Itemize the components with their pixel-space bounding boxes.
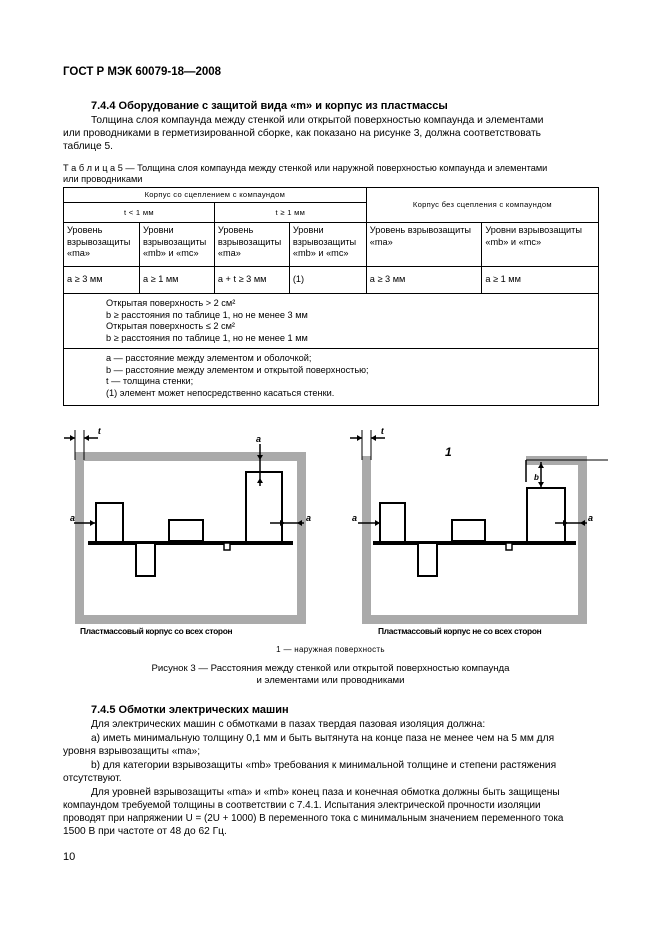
header-without-adhesion: Корпус без сцепления с компаундом: [366, 188, 598, 223]
a-label-right: a: [306, 513, 312, 523]
right-enclosure: [350, 426, 608, 620]
header-with-adhesion: Корпус со сцеплением с компаундом: [64, 188, 367, 203]
column-header: Уровень взрывозащиты «ma»: [214, 223, 289, 267]
a-label-left: a: [70, 513, 76, 523]
open-surface-notes: [64, 294, 599, 349]
table-5: [63, 187, 599, 406]
a-label-top: a: [256, 434, 262, 444]
figure-right-label: Пластмассовый корпус не со всех сторон: [378, 626, 542, 636]
legend-row: [64, 349, 599, 406]
header-t-ge-1mm: t ≥ 1 мм: [214, 202, 366, 223]
table-cell: a ≥ 3 мм: [64, 267, 140, 294]
page-number: 10: [63, 851, 76, 863]
section-7-4-4-para-line-1: Толщина слоя компаунда между стенкой или открытой поверхностью компаунда и элементами: [91, 115, 544, 126]
section-7-4-5-line: Для электрических машин с обмотками в пазах твердая пазовая изоляция должна:: [91, 719, 486, 730]
table-legend: [64, 349, 599, 406]
table-cell: a + t ≥ 3 мм: [214, 267, 289, 294]
table-cell: a ≥ 1 мм: [482, 267, 599, 294]
section-7-4-5-line: а) иметь минимальную толщину 0,1 мм и быть вытянута на конце паза не менее чем на 5 мм для: [91, 733, 555, 744]
table-cell: (1): [289, 267, 366, 294]
column-header: Уровни взрывозащиты «mb» и «mc»: [139, 223, 214, 267]
open-surface-line: b ≥ расстояния по таблице 1, но не менее 3 мм: [106, 309, 308, 320]
section-7-4-5-line: Для уровней взрывозащиты «ma» и «mb» конец паза и конечная обмотка должны быть защищены: [91, 787, 560, 798]
table-cell: a ≥ 3 мм: [366, 267, 482, 294]
figure-3-diagram: [60, 420, 610, 625]
column-header: Уровень взрывозащиты «ma»: [64, 223, 140, 267]
section-7-4-5-line: проводят при напряжении U = (2U + 1000) В переменного тока с минимальным значением переменного тока: [63, 813, 564, 824]
legend-line: (1) элемент может непосредственно касаться стенки.: [106, 387, 335, 398]
table-5-caption-line-2: или проводниками: [63, 174, 143, 184]
section-7-4-5-line: 1500 В при частоте от 48 до 62 Гц.: [63, 826, 227, 837]
table-5-caption-line-1: Т а б л и ц а 5 — Толщина слоя компаунда между стенкой или наружной поверхностью компаунда и элементами: [63, 163, 548, 173]
column-header: Уровни взрывозащиты «mb» и «mc»: [482, 223, 599, 267]
section-7-4-4-para-line-3: таблице 5.: [63, 141, 113, 152]
column-header: Уровень взрывозащиты «ma»: [366, 223, 482, 267]
legend-line: t — толщина стенки;: [106, 376, 194, 386]
figure-caption-line-2: и элементами или проводниками: [256, 675, 405, 686]
open-surface-line: Открытая поверхность ≤ 2 см²: [106, 321, 235, 331]
section-7-4-4-heading: 7.4.4 Оборудование с защитой вида «m» и корпус из пластмассы: [91, 100, 448, 112]
table-values-row: [64, 267, 599, 294]
section-7-4-5-line: отсутствуют.: [63, 773, 122, 784]
section-7-4-5-line: уровня взрывозащиты «ma»;: [63, 746, 201, 757]
figure-caption-line-1: Рисунок 3 — Расстояния между стенкой или открытой поверхностью компаунда: [151, 663, 510, 674]
table-header-row-1: [64, 188, 599, 203]
open-surface-line: b ≥ расстояния по таблице 1, но не менее 1 мм: [106, 332, 308, 343]
header-t-less-1mm: t < 1 мм: [64, 202, 215, 223]
a-label-right-2: a: [588, 513, 594, 523]
t-label-left: t: [98, 426, 101, 437]
figure-left-label: Пластмассовый корпус со всех сторон: [80, 626, 233, 636]
label-1: 1: [445, 445, 452, 459]
section-7-4-5-heading: 7.4.5 Обмотки электрических машин: [91, 704, 289, 716]
a-label-left-2: a: [352, 513, 358, 523]
legend-line: a — расстояние между элементом и оболочкой;: [106, 353, 312, 363]
open-surface-line: Открытая поверхность > 2 см²: [106, 298, 236, 308]
table-cell: a ≥ 1 мм: [139, 267, 214, 294]
open-surface-row: [64, 294, 599, 349]
document-code-header: ГОСТ Р МЭК 60079-18—2008: [63, 66, 222, 78]
column-header: Уровни взрывозащиты «mb» и «mc»: [289, 223, 366, 267]
figure-legend: 1 — наружная поверхность: [276, 645, 385, 654]
legend-line: b — расстояние между элементом и открытой поверхностью;: [106, 364, 369, 375]
section-7-4-4-para-line-2: или проводниками в герметизированной сборке, как показано на рисунке 3, должна соответствовать: [63, 128, 541, 139]
b-label: b: [534, 473, 539, 482]
section-7-4-5-line: компаундом требуемой толщины в соответствии с 7.4.1. Испытания электрической прочности изоляции: [63, 800, 541, 811]
left-enclosure: [64, 426, 311, 620]
t-label-right: t: [381, 426, 384, 437]
section-7-4-5-line: b) для категории взрывозащиты «mb» требования к минимальной толщине и степени растяжения: [91, 760, 557, 771]
table-column-headers-row: [64, 223, 599, 267]
